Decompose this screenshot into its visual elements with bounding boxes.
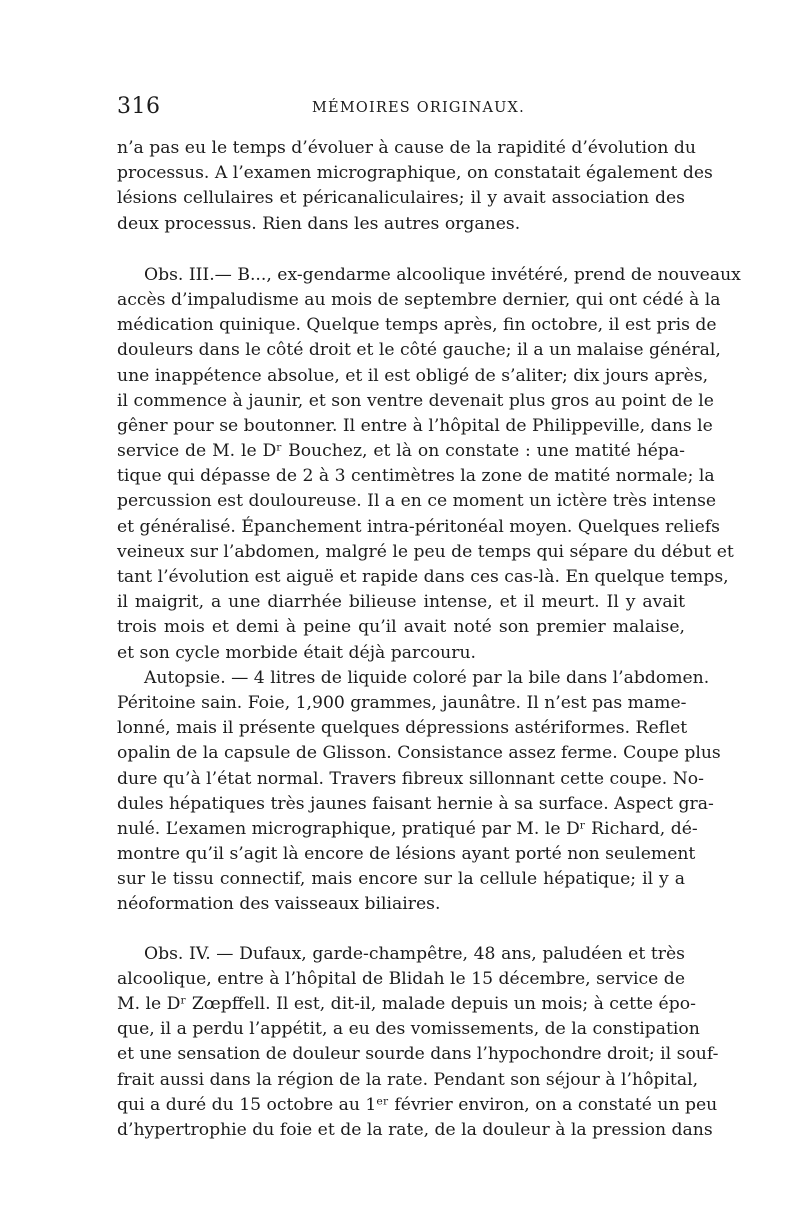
text-line: opalin de la capsule de Glisson. Consistance assez ferme. Coupe plus: [117, 743, 721, 764]
text-line: et une sensation de douleur sourde dans l’hypochondre droit; il souf-: [117, 1044, 719, 1065]
text-line: frait aussi dans la région de la rate. Pendant son séjour à l’hôpital,: [117, 1069, 699, 1090]
text-line: Obs. IV. — Dufaux, garde-champêtre, 48 ans, paludéen et très: [144, 943, 685, 964]
text-line: gêner pour se boutonner. Il entre à l’hôpital de Philippeville, dans le: [117, 415, 713, 436]
text-line: une inappétence absolue, et il est obligé de s’aliter; dix jours après,: [117, 365, 709, 386]
paragraph-obs-iii: [117, 263, 741, 666]
text-line: médication quinique. Quelque temps après, fin octobre, il est pris de: [117, 315, 717, 336]
text-line: dure qu’à l’état normal. Travers fibreux sillonnant cette coupe. No-: [117, 768, 704, 789]
paragraph-continuation: [117, 136, 713, 237]
paragraph-gap: [117, 237, 685, 263]
text-line: accès d’impaludisme au mois de septembre dernier, qui ont cédé à la: [117, 289, 721, 310]
text-line: lésions cellulaires et péricanaliculaires; il y avait association des: [117, 188, 685, 209]
text-line: Péritoine sain. Foie, 1,900 grammes, jaunâtre. Il n’est pas mame-: [117, 692, 687, 713]
text-line: douleurs dans le côté droit et le côté gauche; il a un malaise général,: [117, 340, 721, 361]
paragraph-gap: [117, 918, 685, 942]
text-line: M. le Dʳ Zœpffell. Il est, dit-il, malade depuis un mois; à cette épo-: [117, 994, 696, 1014]
text-line: que, il a perdu l’appétit, a eu des vomissements, de la constipation: [117, 1019, 700, 1040]
page-header: [117, 94, 687, 122]
text-line: trois mois et demi à peine qu’il avait noté son premier malaise,: [117, 617, 685, 638]
paragraph-autopsie: [117, 666, 721, 918]
text-line: et généralisé. Épanchement intra-péritonéal moyen. Quelques reliefs: [117, 516, 720, 537]
text-line: il commence à jaunir, et son ventre devenait plus gros au point de le: [117, 390, 714, 411]
text-line: tant l’évolution est aiguë et rapide dans ces cas-là. En quelque temps,: [117, 567, 729, 587]
text-line: montre qu’il s’agit là encore de lésions ayant porté non seulement: [117, 844, 696, 865]
text-line: lonné, mais il présente quelques dépressions astériformes. Reflet: [117, 718, 688, 739]
body-text: [117, 136, 741, 1143]
text-line: néoformation des vaisseaux biliaires.: [117, 894, 441, 915]
text-line: deux processus. Rien dans les autres organes.: [117, 213, 521, 234]
text-line: percussion est douloureuse. Il a en ce moment un ictère très intense: [117, 491, 717, 512]
page-number: 316: [117, 94, 161, 119]
paragraph-obs-iv: [117, 942, 719, 1144]
text-line: processus. A l’examen micrographique, on constatait également des: [117, 163, 713, 184]
text-line: et son cycle morbide était déjà parcouru.: [117, 642, 476, 663]
text-line: sur le tissu connectif, mais encore sur la cellule hépatique; il y a: [117, 869, 685, 890]
text-line: veineux sur l’abdomen, malgré le peu de temps qui sépare du début et: [117, 541, 734, 562]
text-line: nulé. L’examen micrographique, pratiqué par M. le Dʳ Richard, dé-: [117, 818, 698, 839]
text-line: service de M. le Dʳ Bouchez, et là on constate : une matité hépa-: [117, 441, 685, 462]
text-line: d’hypertrophie du foie et de la rate, de la douleur à la pression dans: [117, 1119, 713, 1140]
text-line: n’a pas eu le temps d’évoluer à cause de la rapidité d’évolution du: [117, 138, 696, 158]
text-line: Autopsie. — 4 litres de liquide coloré par la bile dans l’abdomen.: [144, 667, 710, 688]
running-head: MÉMOIRES ORIGINAUX.: [312, 100, 525, 116]
text-line: alcoolique, entre à l’hôpital de Blidah le 15 décembre, service de: [117, 968, 685, 989]
text-line: il maigrit, a une diarrhée bilieuse intense, et il meurt. Il y avait: [117, 592, 685, 613]
text-line: Obs. III.— B..., ex-gendarme alcoolique invétéré, prend de nouveaux: [144, 264, 741, 285]
text-line: tique qui dépasse de 2 à 3 centimètres la zone de matité normale; la: [117, 466, 715, 487]
text-line: qui a duré du 15 octobre au 1ᵉʳ février environ, on a constaté un peu: [117, 1094, 718, 1115]
text-line: dules hépatiques très jaunes faisant hernie à sa surface. Aspect gra-: [117, 793, 714, 814]
